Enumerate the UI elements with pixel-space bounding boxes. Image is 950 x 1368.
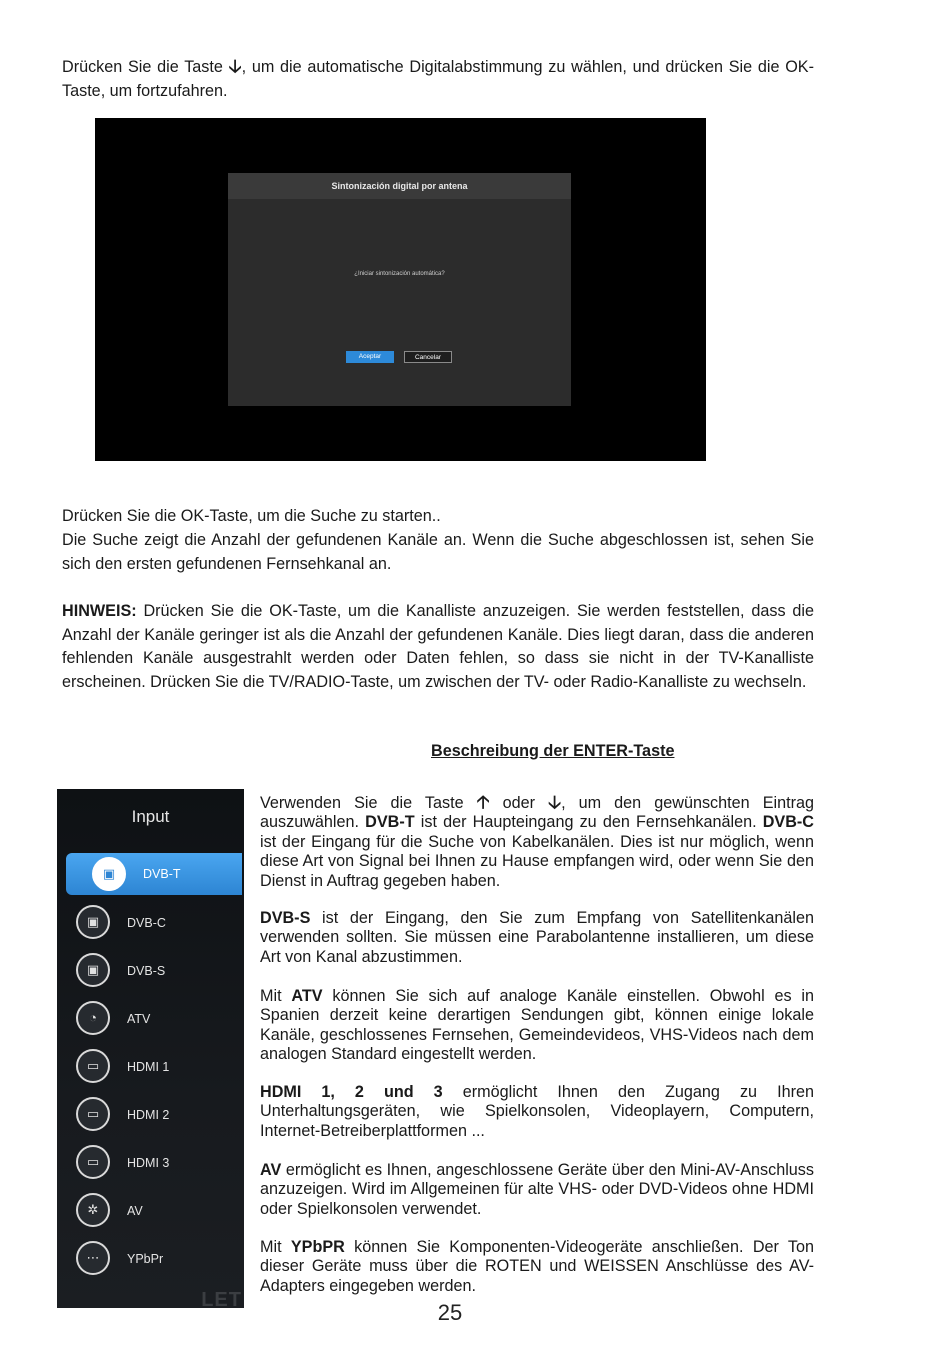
input-item-label: HDMI 3 bbox=[127, 1156, 170, 1170]
search-result-paragraph: Die Suche zeigt die Anzahl der gefundenen Kanäle an. Wenn die Suche abgeschlossen ist, sehen Sie sich den ersten gefundenen Fernsehkanal an. bbox=[62, 531, 814, 573]
input-item-label: DVB-S bbox=[127, 964, 166, 978]
hdmi-port-icon: ▭ bbox=[76, 1049, 110, 1083]
desc-atv-paragraph: Mit ATV können Sie sich auf analoge Kanäle einstellen. Obwohl es in Spanien derzeit keine derartigen Sendungen gibt, können einige lokale Kanäle, geschlossenes Fernsehen, Gemeindevideos, VHS-Videos nach dem analogen Standard eingestellt werden. bbox=[260, 987, 815, 1064]
tuning-dialog-title: Sintonización digital por antena bbox=[228, 173, 571, 199]
cancel-button[interactable]: Cancelar bbox=[404, 351, 452, 363]
input-item-label: DVB-C bbox=[127, 916, 166, 930]
hdmi-port-icon: ▭ bbox=[76, 1145, 110, 1179]
input-item-ypbpr[interactable] bbox=[57, 1237, 244, 1281]
satellite-dish-icon: ◔ bbox=[76, 1001, 110, 1035]
input-item-label: DVB-T bbox=[143, 867, 181, 881]
av-plug-icon: ✲ bbox=[76, 1193, 110, 1227]
tuning-dialog bbox=[228, 173, 571, 406]
dvbc-tv-icon: ▣ bbox=[76, 905, 110, 939]
input-menu-title: Input bbox=[131, 807, 170, 826]
tv-screenshot bbox=[95, 118, 706, 461]
input-item-hdmi-2[interactable] bbox=[57, 1093, 244, 1137]
desc-hdmi-paragraph: HDMI 1, 2 und 3 ermöglicht Ihnen den Zugang zu Ihren Unterhaltungsgeräten, wie Spielkonsolen, Videoplayern, Computern, Internet-Betreiberplattformen ... bbox=[260, 1083, 814, 1140]
input-item-label: HDMI 1 bbox=[127, 1060, 170, 1074]
input-item-hdmi-3[interactable] bbox=[57, 1141, 244, 1185]
input-item-av[interactable] bbox=[57, 1189, 244, 1233]
page-number: 25 bbox=[437, 1300, 463, 1325]
dvbt-tv-icon: ▣ bbox=[92, 857, 126, 891]
accept-button[interactable]: Aceptar bbox=[346, 351, 394, 363]
input-item-label: ATV bbox=[127, 1012, 151, 1026]
dvbs-tv-icon: ▣ bbox=[76, 953, 110, 987]
desc-dvbt-paragraph: Verwenden Sie die Taste 🡡 oder 🡣, um den gewünschten Eintrag auszuwählen. DVB-T ist der Haupteingang zu den Fernsehkanälen. DVB-C ist der Eingang für die Suche von Kabelkanälen. Dies ist nur möglich, wenn diese Art von Signal bei Ihnen zu Hause empfangen wird, oder wenn Sie den Dienst in Auftrag gegeben haben. bbox=[260, 792, 814, 890]
desc-dvbs-paragraph: DVB-S ist der Eingang, den Sie zum Empfang von Satellitenkanälen verwenden sollten. Sie müssen eine Parabolantenne installieren, um diese Art von Kanal abzustimmen. bbox=[260, 909, 814, 966]
arrow-down-icon: 🡣 bbox=[548, 792, 562, 812]
note-paragraph: HINWEIS: Drücken Sie die OK-Taste, um die Kanalliste anzuzeigen. Sie werden feststellen, dass die Anzahl der Kanäle geringer ist als die Anzahl der gefundenen Kanäle. Dies liegt daran, dass die anderen fehlenden Kanäle ausgestrahlt werden oder Daten fehlen, so dass sie nicht in der TV-Kanalliste erscheinen. Drücken Sie die TV/RADIO-Taste, um zwischen der TV- oder Radio-Kanalliste zu wechseln. bbox=[62, 602, 814, 691]
section-heading: Beschreibung der ENTER-Taste bbox=[431, 742, 675, 760]
input-item-dvb-c[interactable] bbox=[57, 901, 244, 945]
desc-ypbpr-paragraph: Mit YPbPR können Sie Komponenten-Videogeräte anschließen. Der Ton dieser Geräte muss über die ROTEN und WEISSEN Anschlüsse des AV-Adapters eingegeben werden. bbox=[260, 1238, 814, 1295]
note-label: HINWEIS: bbox=[62, 602, 137, 620]
input-item-atv[interactable] bbox=[57, 997, 244, 1041]
search-start-paragraph: Drücken Sie die OK-Taste, um die Suche zu starten.. bbox=[62, 507, 441, 525]
input-item-hdmi-1[interactable] bbox=[57, 1045, 244, 1089]
input-item-dvb-s[interactable] bbox=[57, 949, 244, 993]
arrow-up-icon: 🡡 bbox=[476, 792, 490, 812]
input-item-label: HDMI 2 bbox=[127, 1108, 170, 1122]
input-menu-screenshot bbox=[57, 789, 244, 1308]
menu-watermark: LET bbox=[201, 1289, 242, 1308]
input-item-label: YPbPr bbox=[127, 1252, 164, 1266]
arrow-down-icon: 🡣 bbox=[228, 56, 242, 76]
component-connector-icon: ⋯ bbox=[76, 1241, 110, 1275]
hdmi-port-icon: ▭ bbox=[76, 1097, 110, 1131]
intro-paragraph: Drücken Sie die Taste 🡣, um die automatische Digitalabstimmung zu wählen, und drücken Sie die OK-Taste, um fortzufahren. bbox=[62, 56, 814, 100]
tuning-dialog-question: ¿Iniciar sintonización automática? bbox=[354, 271, 445, 277]
input-item-label: AV bbox=[127, 1204, 143, 1218]
desc-av-paragraph: AV ermöglicht es Ihnen, angeschlossene Geräte über den Mini-AV-Anschluss anzuzeigen. Wird im Allgemeinen für alte VHS- oder DVD-Videos ohne HDMI oder Spielkonsolen verwendet. bbox=[260, 1161, 814, 1218]
input-item-dvb-t[interactable] bbox=[66, 853, 242, 895]
